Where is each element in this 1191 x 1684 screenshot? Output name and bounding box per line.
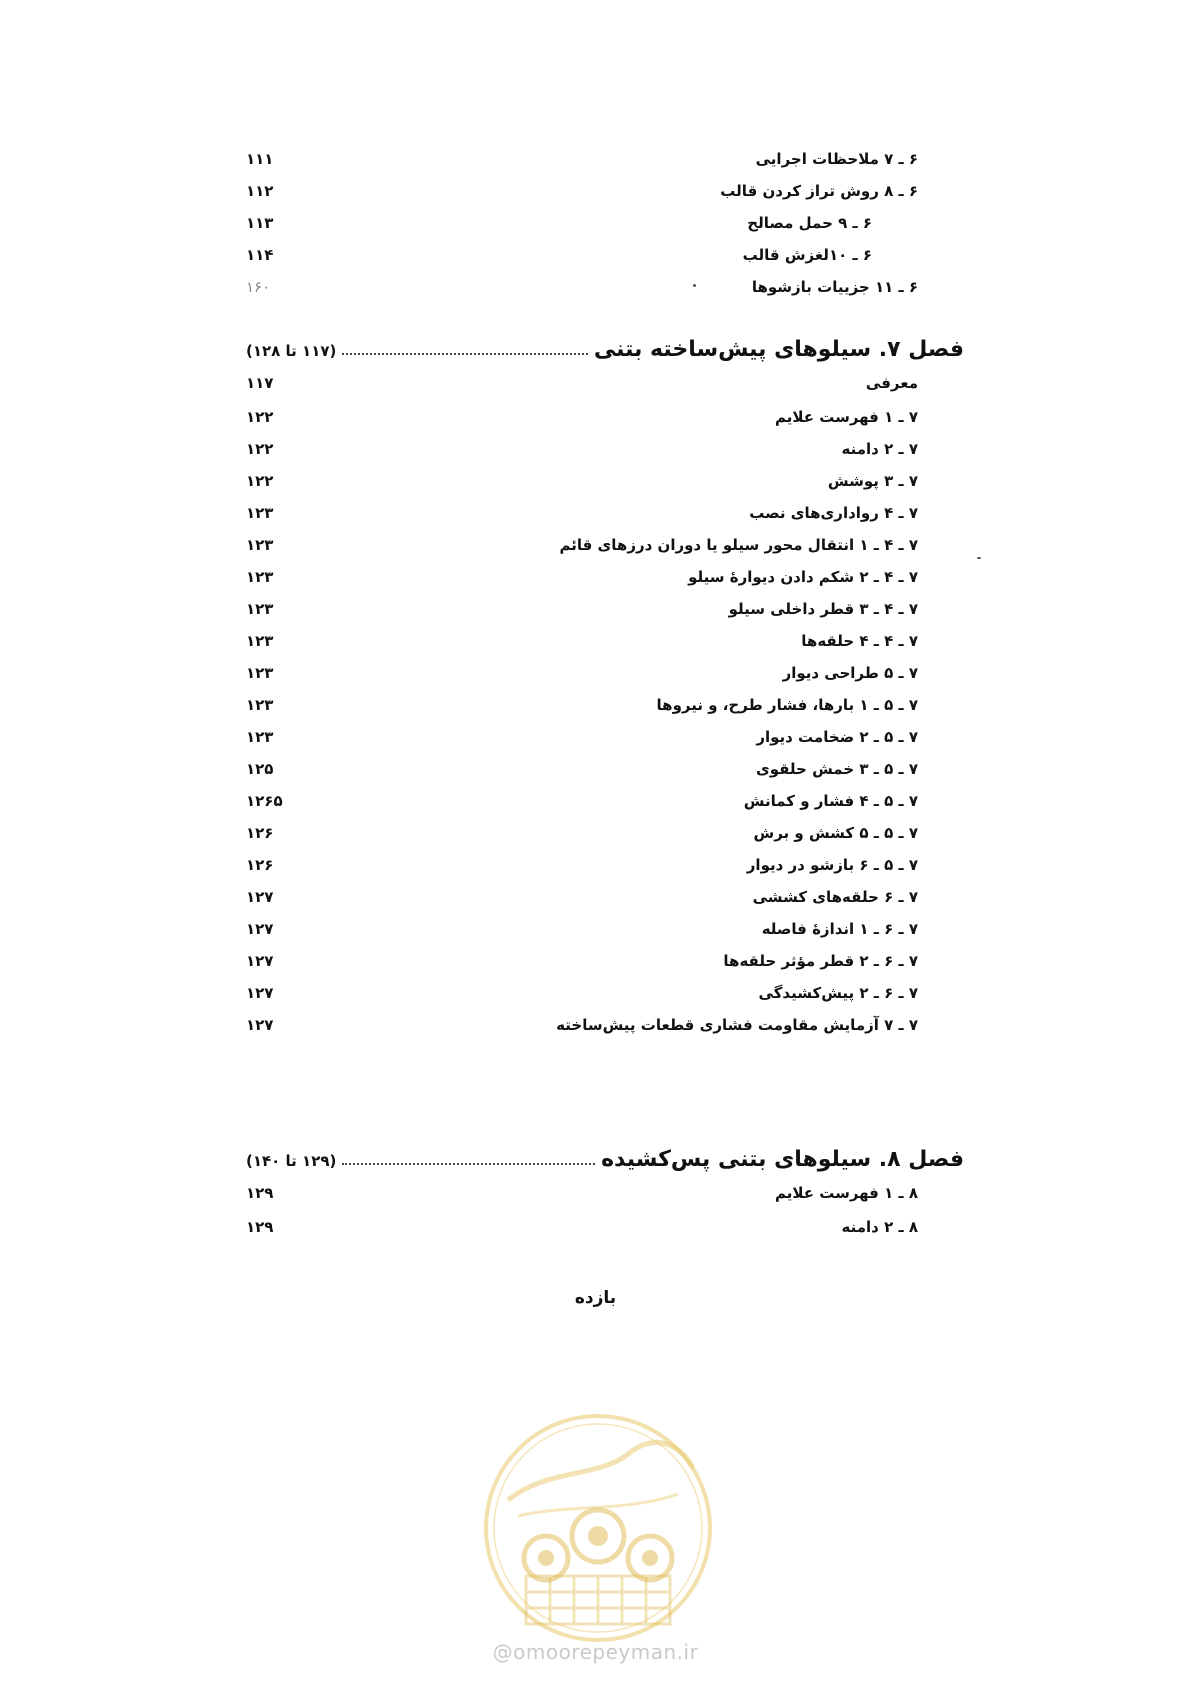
toc-entry <box>246 850 918 880</box>
entry-title: ۷ ـ ۶ ـ ۱ اندازهٔ فاصله <box>761 920 918 938</box>
page-number: ۱۱۳ <box>246 214 274 232</box>
page-number: ۱۲۳ <box>246 728 274 746</box>
page-number: ۱۲۳ <box>246 696 274 714</box>
toc-entry <box>246 594 918 624</box>
toc-entry <box>246 754 918 784</box>
entry-title: ۷ ـ ۲ دامنه <box>841 440 918 458</box>
entry-title: ۸ ـ ۱ فهرست علایم <box>774 1184 918 1202</box>
page-number: ۱۱۴ <box>246 246 274 264</box>
toc-entry <box>246 946 918 976</box>
stray-mark <box>693 284 696 287</box>
entry-title: معرفی <box>865 374 918 392</box>
page-number: ۱۲۶ <box>246 824 274 842</box>
toc-entry <box>246 690 918 720</box>
page-number: ۱۲۷ <box>246 984 274 1002</box>
toc-entry-6-8 <box>246 176 918 206</box>
entry-title: ۶ ـ ۸ روش تراز کردن قالب <box>720 182 918 200</box>
toc-entry-6-11 <box>246 272 918 302</box>
page-number: ۱۲۳ <box>246 568 274 586</box>
leader-dots <box>342 353 588 355</box>
page-number: ۱۲۶ <box>246 856 274 874</box>
entry-title: ۷ ـ ۵ ـ ۲ ضخامت دیوار <box>756 728 918 746</box>
toc-entry-6-9 <box>246 208 918 238</box>
page-number: ۱۱۱ <box>246 150 274 168</box>
toc-entry <box>246 1212 918 1242</box>
toc-entry <box>246 498 918 528</box>
entry-title: ۷ ـ ۵ ـ ۳ خمش حلقوی <box>755 760 918 778</box>
page-number: ۱۲۳ <box>246 536 274 554</box>
toc-entry <box>246 466 918 496</box>
toc-entry-6-7 <box>246 144 918 174</box>
page-number: ۱۲۵ <box>246 760 274 778</box>
toc-entry <box>246 914 918 944</box>
entry-title: ۷ ـ ۴ ـ ۱ انتقال محور سیلو یا دوران درزهای قائم <box>559 536 918 554</box>
watermark-logo <box>478 1408 718 1648</box>
entry-title: ۷ ـ ۳ پوشش <box>827 472 918 490</box>
chapter-page-range: (۱۱۷ تا ۱۲۸) <box>246 342 337 360</box>
entry-title: ۶ ـ ۱۱ جزییات بازشوها <box>751 278 918 296</box>
watermark-site-text: @omoorepeyman.ir <box>492 1640 699 1664</box>
toc-entry <box>246 882 918 912</box>
page-number: ۱۲۶۵ <box>246 792 283 810</box>
page-number: ۱۲۷ <box>246 1016 274 1034</box>
page-number: ۱۲۳ <box>246 632 274 650</box>
entry-title: ۷ ـ ۵ ـ ۵ کشش و برش <box>753 824 918 842</box>
toc-entry-6-10 <box>246 240 918 270</box>
toc-entry <box>246 530 918 560</box>
chapter-7-heading <box>246 322 964 362</box>
page-number: ۱۱۲ <box>246 182 274 200</box>
entry-title: ۷ ـ ۵ طراحی دیوار <box>782 664 918 682</box>
toc-entry <box>246 1010 918 1040</box>
page-number: ۱۲۲ <box>246 472 274 490</box>
entry-title: ۶ ـ ۹ حمل مصالح <box>747 214 872 232</box>
toc-entry <box>246 818 918 848</box>
page-number: ۱۲۳ <box>246 504 274 522</box>
entry-title: ۷ ـ ۴ رواداری‌های نصب <box>749 504 918 522</box>
toc-entry <box>246 368 918 398</box>
entry-title: ۶ ـ ۷ ملاحظات اجرایی <box>755 150 918 168</box>
toc-entry <box>246 626 918 656</box>
chapter-page-range: (۱۲۹ تا ۱۴۰) <box>246 1152 337 1170</box>
page-number: ۱۲۲ <box>246 408 274 426</box>
toc-entry <box>246 978 918 1008</box>
entry-title: ۶ ـ ۱۰لغزش قالب <box>742 246 872 264</box>
entry-title: ۸ ـ ۲ دامنه <box>841 1218 918 1236</box>
stray-mark <box>977 557 981 559</box>
chapter-8-heading <box>246 1132 964 1172</box>
toc-entry <box>246 1178 918 1208</box>
page-number: ۱۲۷ <box>246 952 274 970</box>
toc-entry <box>246 786 918 816</box>
leader-dots <box>342 1163 595 1165</box>
entry-title: ۷ ـ ۴ ـ ۳ قطر داخلی سیلو <box>728 600 918 618</box>
entry-title: ۷ ـ ۶ ـ ۲ قطر مؤثر حلقه‌ها <box>723 952 918 970</box>
page-number: ۱۶۰ <box>246 278 271 296</box>
toc-entry <box>246 658 918 688</box>
page-number: ۱۲۲ <box>246 440 274 458</box>
entry-title: ۷ ـ ۵ ـ ۴ فشار و کمانش <box>743 792 918 810</box>
toc-entry <box>246 434 918 464</box>
entry-title: ۷ ـ ۴ ـ ۲ شکم دادن دیوارهٔ سیلو <box>688 568 918 586</box>
entry-title: ۷ ـ ۴ ـ ۴ حلقه‌ها <box>801 632 918 650</box>
page-number: ۱۱۷ <box>246 374 274 392</box>
page-number: ۱۲۹ <box>246 1184 274 1202</box>
page-number-word: بازده <box>574 1288 617 1308</box>
chapter-title: فصل ۷. سیلوهای پیش‌ساخته بتنی <box>593 337 964 362</box>
page-number: ۱۲۳ <box>246 664 274 682</box>
page-number: ۱۲۹ <box>246 1218 274 1236</box>
entry-title: ۷ ـ ۷ آزمایش مقاومت فشاری قطعات پیش‌ساخته <box>556 1016 918 1034</box>
page-number: ۱۲۷ <box>246 920 274 938</box>
entry-title: ۷ ـ ۵ ـ ۱ بارها، فشار طرح، و نیروها <box>656 696 918 714</box>
entry-title: ۷ ـ ۱ فهرست علایم <box>774 408 918 426</box>
toc-entry <box>246 562 918 592</box>
page-number: ۱۲۳ <box>246 600 274 618</box>
toc-entry <box>246 402 918 432</box>
entry-title: ۷ ـ ۶ حلقه‌های کششی <box>752 888 918 906</box>
chapter-title: فصل ۸. سیلوهای بتنی پس‌کشیده <box>601 1147 964 1172</box>
page-number: ۱۲۷ <box>246 888 274 906</box>
entry-title: ۷ ـ ۵ ـ ۶ بازشو در دیوار <box>746 856 918 874</box>
toc-entry <box>246 722 918 752</box>
entry-title: ۷ ـ ۶ ـ ۲ پیش‌کشیدگی <box>758 984 918 1002</box>
